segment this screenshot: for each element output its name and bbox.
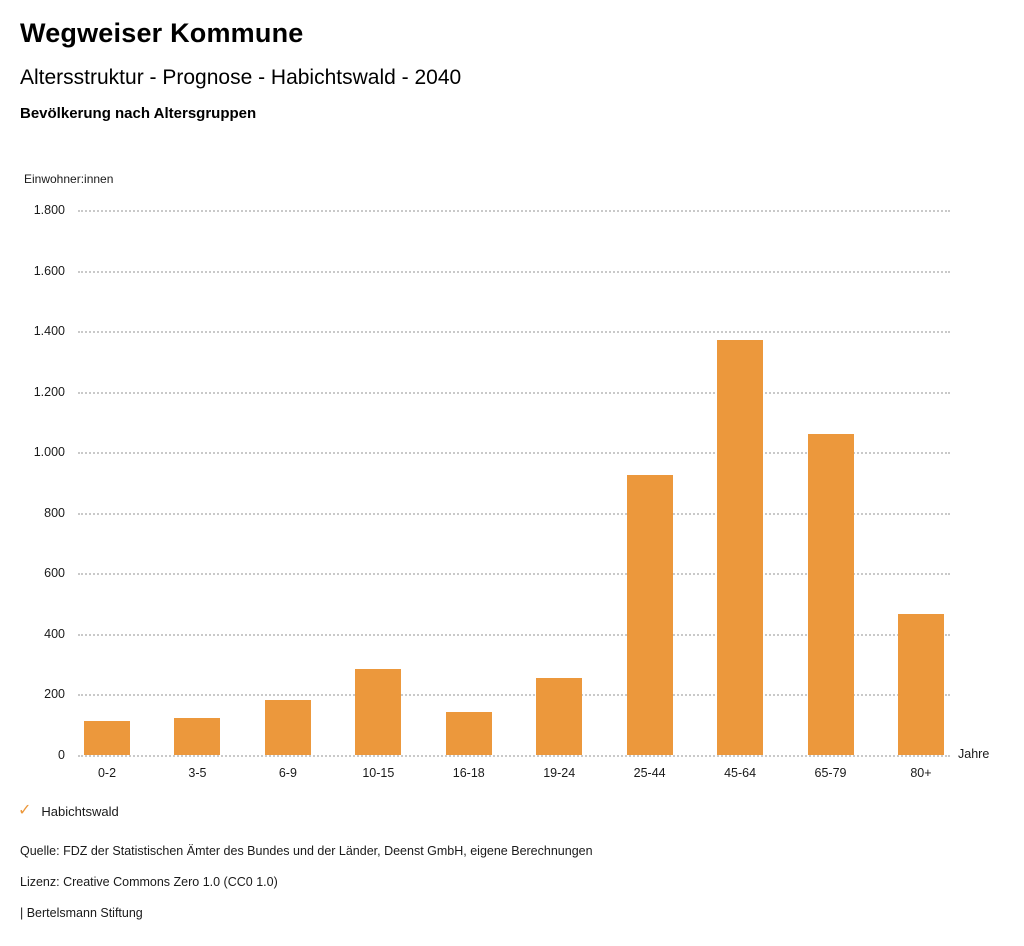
bar-6-9[interactable] xyxy=(265,700,311,755)
attribution-text: | Bertelsmann Stiftung xyxy=(20,906,143,920)
bars xyxy=(78,210,950,755)
bar-65-79[interactable] xyxy=(808,434,854,755)
y-tick-label: 1.200 xyxy=(33,384,65,399)
legend-label: Habichtswald xyxy=(41,803,119,819)
bar-45-64[interactable] xyxy=(717,340,763,755)
y-tick-label: 600 xyxy=(44,566,65,581)
x-tick-label: 65-79 xyxy=(814,766,847,780)
y-tick-label: 1.000 xyxy=(33,445,65,460)
x-tick-label: 6-9 xyxy=(278,766,297,780)
y-tick-label: 1.600 xyxy=(33,263,65,278)
bar-0-2[interactable] xyxy=(84,721,130,755)
chart-heading: Bevölkerung nach Altersgruppen xyxy=(20,105,257,122)
y-axis-title: Einwohner:innen xyxy=(24,172,114,186)
bar-80+[interactable] xyxy=(898,614,944,755)
x-tick-label: 16-18 xyxy=(452,766,485,780)
x-axis-title: Jahre xyxy=(958,747,990,761)
y-tick-label: 1.800 xyxy=(33,203,65,217)
bar-19-24[interactable] xyxy=(536,678,582,756)
x-tick-label: 0-2 xyxy=(97,766,117,780)
plot-area xyxy=(78,210,950,755)
y-tick-label: 400 xyxy=(44,626,65,641)
x-tick-label: 80+ xyxy=(910,766,932,780)
chart-subtitle: Altersstruktur - Prognose - Habichtswald - 2040 xyxy=(20,66,462,89)
y-axis-tick-labels xyxy=(0,203,65,762)
x-tick-label: 25-44 xyxy=(633,766,666,780)
source-text: Quelle: FDZ der Statistischen Ämter des Bundes und der Länder, Deenst GmbH, eigene Berechnungen xyxy=(20,844,593,858)
y-tick-label: 0 xyxy=(58,748,65,762)
x-tick-label: 45-64 xyxy=(724,766,757,780)
x-tick-label: 10-15 xyxy=(362,766,395,780)
x-tick-label: 19-24 xyxy=(543,766,576,780)
x-tick-label: 3-5 xyxy=(188,766,207,780)
bar-10-15[interactable] xyxy=(355,669,401,755)
license-text: Lizenz: Creative Commons Zero 1.0 (CC0 1.0) xyxy=(20,875,278,889)
gridline xyxy=(78,755,950,757)
bar-16-18[interactable] xyxy=(446,712,492,755)
y-tick-label: 800 xyxy=(44,505,65,520)
check-icon: ✓ xyxy=(18,802,32,819)
x-axis-tick-labels xyxy=(78,766,950,780)
legend-item-habichtswald[interactable] xyxy=(18,803,119,819)
page-title: Wegweiser Kommune xyxy=(20,18,304,48)
bar-25-44[interactable] xyxy=(627,475,673,755)
y-tick-label: 1.400 xyxy=(33,324,65,339)
y-tick-label: 200 xyxy=(44,687,65,702)
bar-3-5[interactable] xyxy=(174,718,220,755)
